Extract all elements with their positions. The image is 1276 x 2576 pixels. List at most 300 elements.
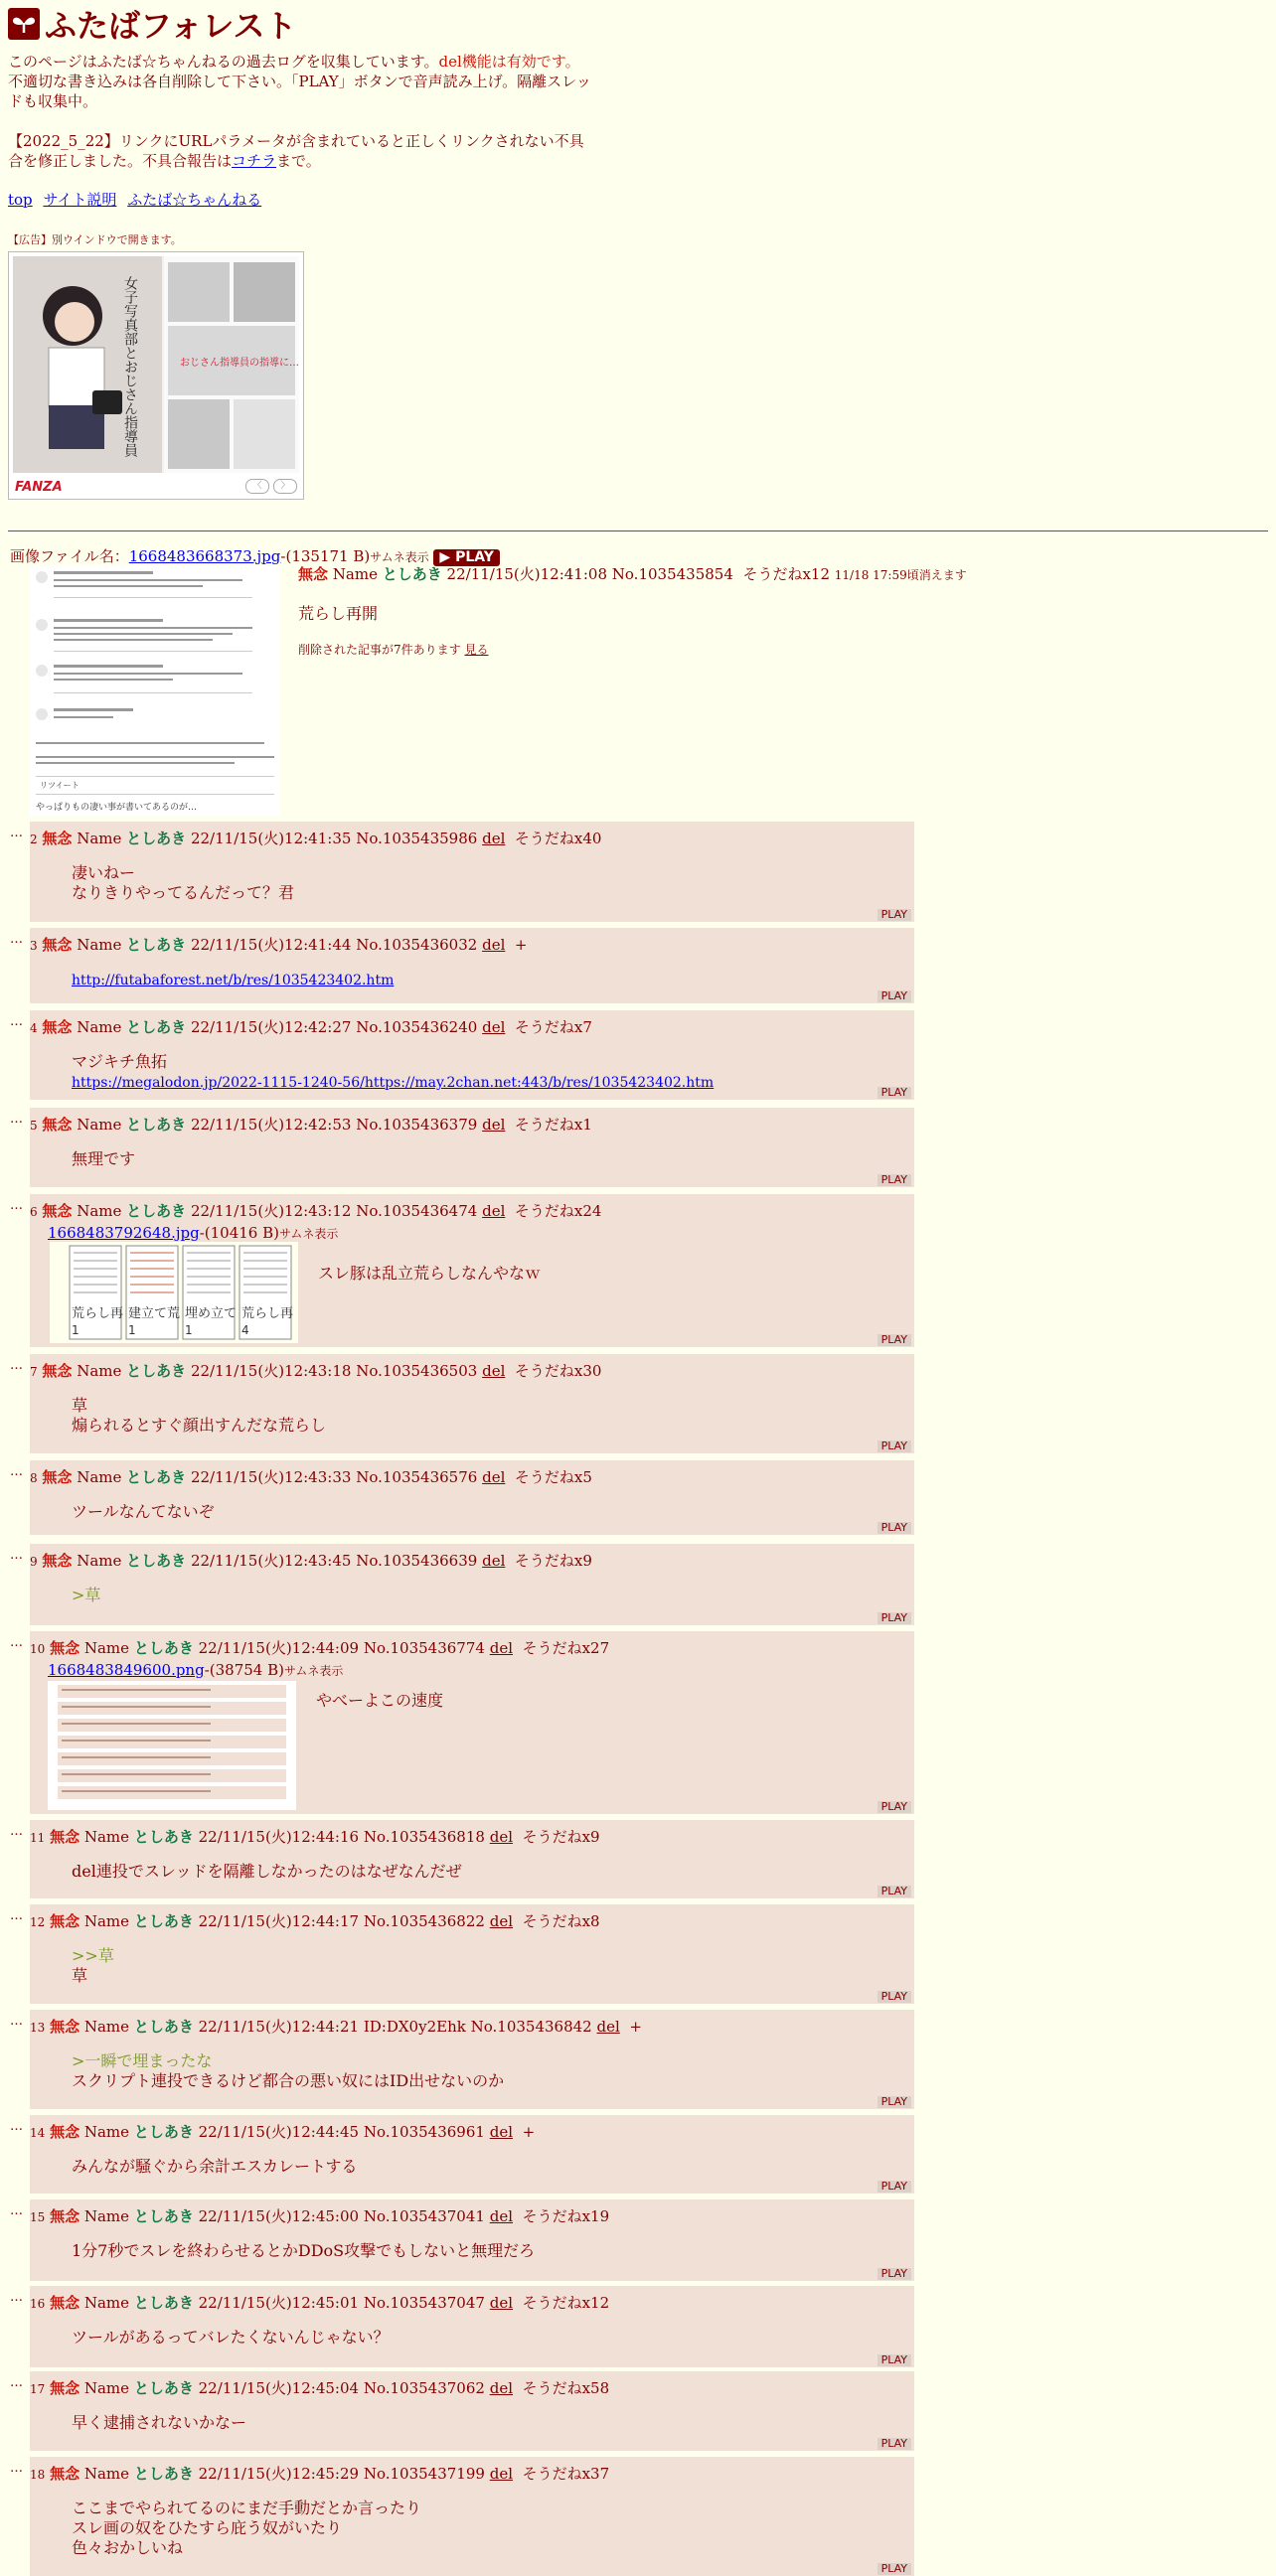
ad-image[interactable] [13, 256, 299, 473]
reply-body [72, 1862, 462, 1882]
site-title [8, 6, 594, 45]
reply-sodane[interactable]: そうだねx27 [522, 1639, 610, 1657]
reply-play-button[interactable]: PLAY [877, 1174, 911, 1186]
nav-top-link[interactable]: top [8, 191, 33, 209]
reply-dots: … [10, 2375, 23, 2390]
op-thumb-toggle[interactable]: サムネ表示 [370, 550, 429, 564]
reply-post [30, 2286, 914, 2367]
reply-sodane[interactable]: そうだねx58 [522, 2379, 610, 2397]
ad-nav [245, 479, 297, 494]
reply-line: ツールがあるってバレたくないんじゃない？ [72, 2328, 390, 2347]
mini-thread-title: 建立て荒 [128, 1306, 181, 1321]
reply-number: No.1035436961 [363, 2123, 485, 2141]
reply-play-button[interactable]: PLAY [877, 2438, 911, 2450]
reply-number: No.1035437199 [363, 2465, 485, 2483]
reply-name: としあき [126, 1468, 187, 1486]
reply-header [30, 2205, 609, 2226]
reply-sodane[interactable]: そうだねx7 [514, 1018, 592, 1036]
reply-subject: 無念 [50, 2379, 80, 2397]
reply-sodane[interactable]: そうだねx9 [522, 1828, 600, 1846]
reply-datetime: 22/11/15(火)12:44:16 [198, 1828, 360, 1846]
reply-line: みんなが騒ぐから余計エスカレートする [72, 2157, 358, 2176]
reply-name: としあき [126, 1018, 187, 1036]
reply-body [72, 2051, 504, 2091]
reply-file-link[interactable]: 1668483849600.png [48, 1661, 205, 1679]
mini-thread-title: 荒らし再 [241, 1306, 294, 1321]
reply-play-button[interactable]: PLAY [877, 1440, 911, 1452]
mini-thread-title: 埋め立て [185, 1306, 238, 1321]
reply-name-label: Name [83, 2018, 130, 2036]
reply-url-link[interactable]: http://futabaforest.net/b/res/1035423402.htm [72, 973, 395, 988]
reply-name-label: Name [77, 1468, 122, 1486]
op-deleted-notice: 削除された記事が7件あります 見る [298, 643, 489, 657]
reply-name-label: Name [83, 2123, 130, 2141]
reply-name: としあき [126, 830, 187, 847]
reply-file-size: -(10416 B) [199, 1224, 279, 1242]
reply-dots: … [10, 2203, 23, 2218]
reply-datetime: 22/11/15(火)12:43:18 [190, 1362, 352, 1380]
reply-line: ツールなんてないぞ [72, 1502, 215, 1521]
reply-sodane[interactable]: + [514, 936, 528, 954]
reply-number: No.1035437047 [363, 2294, 485, 2312]
reply-play-button[interactable]: PLAY [877, 1801, 911, 1813]
reply-index: 10 [30, 1642, 46, 1656]
reply-index: 8 [30, 1471, 38, 1485]
reply-header [30, 934, 528, 955]
reply-number: No.1035437041 [363, 2207, 485, 2225]
reply-header [30, 2463, 609, 2484]
reply-header [30, 1200, 601, 1221]
reply-del-link[interactable]: del [596, 2018, 620, 2036]
reply-line: 草 [72, 1966, 88, 1985]
reply-play-button[interactable]: PLAY [877, 909, 911, 921]
reply-sodane[interactable]: そうだねx37 [522, 2465, 610, 2483]
reply-index: 2 [30, 833, 38, 846]
op-number: No.1035435854 [611, 565, 733, 583]
reply-post [30, 1460, 914, 1535]
reply-play-button[interactable]: PLAY [877, 2354, 911, 2366]
reply-subject: 無念 [42, 1552, 73, 1570]
reply-body [72, 2413, 246, 2433]
reply-thumb-toggle[interactable]: サムネ表示 [283, 1664, 344, 1678]
reply-play-button[interactable]: PLAY [877, 1522, 911, 1534]
reply-play-button[interactable]: PLAY [877, 1886, 911, 1897]
reply-name: としあき [126, 1116, 187, 1134]
reply-index: 15 [30, 2210, 46, 2224]
reply-play-button[interactable]: PLAY [877, 990, 911, 1002]
reply-dots: … [10, 932, 23, 947]
reply-del-link[interactable]: del [482, 1362, 506, 1380]
reply-del-link[interactable]: del [482, 1202, 506, 1220]
ad-next-button[interactable]: 〉 [273, 479, 297, 494]
reply-datetime: 22/11/15(火)12:42:27 [190, 1018, 352, 1036]
reply-index: 17 [30, 2382, 46, 2396]
reply-number: No.1035437062 [363, 2379, 485, 2397]
reply-post [30, 1354, 914, 1453]
reply-play-button[interactable]: PLAY [877, 1991, 911, 2003]
reply-dots: … [10, 1908, 23, 1923]
reply-body [72, 1946, 114, 1986]
reply-body [72, 970, 394, 990]
reply-header [30, 1114, 592, 1135]
reply-sodane[interactable]: そうだねx8 [522, 1912, 600, 1930]
reply-dots: … [10, 1358, 23, 1373]
reply-dots: … [10, 1635, 23, 1650]
reply-header [30, 1637, 609, 1658]
reply-name-label: Name [77, 1202, 122, 1220]
ad-banner[interactable] [8, 251, 304, 500]
reply-thumb-toggle[interactable]: サムネ表示 [278, 1227, 339, 1241]
reply-datetime: 22/11/15(火)12:43:45 [190, 1552, 352, 1570]
reply-number: No.1035436818 [363, 1828, 485, 1846]
reply-name-label: Name [83, 1828, 130, 1846]
reply-subject: 無念 [42, 1018, 73, 1036]
mini-thread-card [183, 1246, 237, 1339]
reply-body [72, 1502, 215, 1522]
op-post [10, 545, 1103, 813]
reply-sodane[interactable]: + [629, 2018, 642, 2036]
op-file-link[interactable]: 1668483668373.jpg [128, 547, 281, 565]
op-thumb-retweet: リツイート [40, 781, 80, 790]
reply-number: No.1035436032 [356, 936, 478, 954]
mini-thread-count: 1 [185, 1323, 193, 1337]
reply-line: ここまでやられてるのにまだ手動だとか言ったり [72, 2499, 422, 2517]
mini-thread-card [70, 1246, 123, 1339]
reply-sodane[interactable]: そうだねx24 [514, 1202, 602, 1220]
reply-header [30, 2292, 609, 2313]
reply-index: 3 [30, 939, 38, 953]
ad-title-text: 女子写真部とおじさん指導員 [122, 276, 138, 457]
reply-name: としあき [126, 1202, 187, 1220]
reply-datetime: 22/11/15(火)12:44:45 [198, 2123, 360, 2141]
reply-header [30, 1466, 592, 1487]
reply-dots: … [10, 2290, 23, 2305]
reply-line: 煽られるとすぐ顔出すんだな荒らし [72, 1416, 327, 1435]
fanza-logo: FANZA [15, 480, 63, 495]
reply-dots: … [10, 1824, 23, 1839]
reply-play-button[interactable]: PLAY [877, 2181, 911, 2193]
reply-name-label: Name [83, 1912, 130, 1930]
reply-index: 13 [30, 2021, 46, 2035]
reply-number: No.1035436822 [363, 1912, 485, 1930]
reply-sodane[interactable]: + [522, 2123, 536, 2141]
reply-body [72, 2157, 358, 2177]
reply-line: スクリプト連投できるけど都合の悪い奴にはID出せないのか [72, 2071, 505, 2090]
reply-name: としあき [133, 2123, 194, 2141]
reply-name: としあき [133, 2465, 194, 2483]
op-name: としあき [382, 565, 442, 583]
mini-thread-count: 4 [241, 1323, 249, 1337]
reply-line: 早く逮捕されないかなー [72, 2413, 247, 2432]
reply-body [318, 1264, 541, 1284]
reply-line: マジキチ魚拓 [72, 1052, 168, 1071]
mini-thread-card [126, 1246, 180, 1339]
reply-header [30, 2377, 609, 2398]
reply-datetime: 22/11/15(火)12:45:00 [198, 2207, 360, 2225]
op-play-button[interactable]: ▶ PLAY [433, 549, 499, 566]
reply-dots: … [10, 826, 23, 840]
reply-name: としあき [133, 2294, 194, 2312]
mini-thread-card [239, 1246, 293, 1339]
reply-index: 4 [30, 1021, 38, 1035]
divider [8, 530, 1268, 531]
reply-del-link[interactable]: del [489, 1912, 514, 1930]
reply-subject: 無念 [42, 936, 73, 954]
reply-dots: … [10, 1014, 23, 1029]
reply-del-link[interactable]: del [489, 2207, 514, 2225]
reply-datetime: 22/11/15(火)12:45:04 [198, 2379, 360, 2397]
reply-datetime: 22/11/15(火)12:42:53 [190, 1116, 352, 1134]
reply-body [72, 1052, 714, 1093]
reply-url-link[interactable]: https://megalodon.jp/2022-1115-1240-56/https://may.2chan.net:443/b/res/1035423402.htm [72, 1075, 715, 1091]
reply-subject: 無念 [42, 1116, 73, 1134]
reply-name-label: Name [83, 2294, 130, 2312]
reply-post [30, 1820, 914, 1898]
reply-post [30, 1544, 914, 1625]
reply-name-label: Name [77, 830, 122, 847]
reply-play-button[interactable]: PLAY [877, 1087, 911, 1099]
reply-body [316, 1691, 443, 1711]
reply-dots: … [10, 1464, 23, 1479]
reply-subject: 無念 [50, 2018, 80, 2036]
reply-line: スレ画の奴をひたすら庇う奴がいたり [72, 2518, 343, 2537]
reply-del-link[interactable]: del [482, 1018, 506, 1036]
reply-quote: >>草 [72, 1946, 114, 1965]
reply-subject: 無念 [50, 2294, 80, 2312]
reply-header [30, 1016, 592, 1037]
reply-line: なりきりやってるんだって？君 [72, 883, 295, 902]
reply-sodane[interactable]: そうだねx30 [514, 1362, 602, 1380]
reply-number: No.1035436774 [363, 1639, 485, 1657]
reply-name-label: Name [77, 1116, 122, 1134]
reply-file-size: -(38754 B) [204, 1661, 284, 1679]
reply-post [30, 1904, 914, 2004]
reply-index: 6 [30, 1205, 38, 1219]
reply-sodane[interactable]: そうだねx40 [514, 830, 602, 847]
reply-dots: … [10, 2119, 23, 2134]
reply-del-link[interactable]: del [482, 830, 506, 847]
reply-header [30, 1910, 600, 1931]
reply-post [30, 928, 914, 1003]
mini-thread-count: 1 [72, 1323, 80, 1337]
reply-index: 12 [30, 1915, 46, 1929]
reply-datetime: 22/11/15(火)12:44:21 [198, 2018, 360, 2036]
reply-del-link[interactable]: del [489, 2465, 514, 2483]
reply-datetime: 22/11/15(火)12:43:33 [190, 1468, 352, 1486]
reply-subject: 無念 [50, 2123, 80, 2141]
reply-name-label: Name [83, 2379, 130, 2397]
mini-thread-title: 荒らし再 [72, 1306, 124, 1321]
reply-play-button[interactable]: PLAY [877, 2563, 911, 2575]
reply-body [72, 1586, 100, 1605]
reply-play-button[interactable]: PLAY [877, 1612, 911, 1624]
reply-index: 5 [30, 1119, 38, 1133]
op-sodane[interactable]: そうだねx12 [742, 565, 830, 583]
site-header [8, 6, 594, 500]
reply-del-link[interactable]: del [489, 2294, 514, 2312]
reply-datetime: 22/11/15(火)12:41:35 [190, 830, 352, 847]
reply-name-label: Name [77, 1018, 122, 1036]
op-datetime: 22/11/15(火)12:41:08 [446, 565, 607, 583]
reply-index: 16 [30, 2297, 46, 2311]
reply-play-button[interactable]: PLAY [877, 2096, 911, 2108]
reply-body [72, 1396, 326, 1436]
intro-text: このページはふたば☆ちゃんねるの過去ログを収集しています。del機能は有効です。不適切な書き込みは各自削除して下さい。「PLAY」ボタンで音声読み上げ。隔離スレッドも収集中。 [8, 53, 591, 110]
reply-post [30, 2371, 914, 2451]
reply-line: del連投でスレッドを隔離しなかったのはなぜなんだぜ [72, 1862, 462, 1881]
reply-sodane[interactable]: そうだねx9 [514, 1552, 592, 1570]
del-notice: del機能は有効です。 [438, 53, 580, 71]
sprout-logo-icon [8, 8, 40, 40]
reply-subject: 無念 [50, 1639, 80, 1657]
nav-about-link[interactable]: サイト説明 [43, 191, 117, 209]
op-thumb-caption: やっぱりもの凄い事が書いてあるのが… [36, 803, 198, 813]
reply-del-link[interactable]: del [482, 1468, 506, 1486]
reply-post [30, 1010, 914, 1100]
reply-post [30, 2115, 914, 2194]
reply-post [30, 2010, 914, 2109]
reply-sodane[interactable]: そうだねx12 [522, 2294, 610, 2312]
reply-header [30, 2016, 642, 2037]
reply-dots: … [10, 2461, 23, 2476]
reply-subject: 無念 [50, 2207, 80, 2225]
reply-header [30, 1550, 592, 1571]
ad-prev-button[interactable]: 〈 [245, 479, 269, 494]
site-title-text: ふたばフォレスト [45, 7, 297, 45]
reply-subject: 無念 [50, 1912, 80, 1930]
reply-body [72, 2328, 390, 2348]
reply-post [30, 1194, 914, 1347]
reply-name: としあき [133, 1828, 194, 1846]
reply-dots: … [10, 1112, 23, 1127]
op-file-line: 画像ファイル名：1668483668373.jpg-(135171 B)サムネ表示 ▶ PLAY [10, 545, 1103, 566]
reply-index: 7 [30, 1365, 38, 1379]
reply-header [30, 1826, 600, 1847]
reply-index: 14 [30, 2126, 46, 2140]
op-subject: 無念 [298, 565, 329, 583]
reply-body [72, 863, 294, 903]
reply-number: No.1035435986 [356, 830, 478, 847]
reply-subject: 無念 [50, 1828, 80, 1846]
reply-del-link[interactable]: del [482, 1552, 506, 1570]
reply-dots: … [10, 1198, 23, 1213]
reply-dots: … [10, 1548, 23, 1563]
nav-links [8, 189, 594, 210]
reply-number: No.1035436379 [356, 1116, 478, 1134]
reply-number: No.1035436240 [356, 1018, 478, 1036]
reply-dots: … [10, 2014, 23, 2029]
op-show-deleted-link[interactable]: 見る [464, 643, 489, 657]
reply-datetime: 22/11/15(火)12:41:44 [190, 936, 352, 954]
reply-del-link[interactable]: del [489, 1639, 514, 1657]
op-body: 荒らし再開 [298, 604, 379, 623]
ad-sub-text: おじさん指導員の指導に… [180, 358, 299, 369]
op-header: 無念 Name としあき 22/11/15(火)12:41:08 No.1035435854 そうだねx12 11/18 17:59頃消えます [298, 565, 967, 583]
reply-id: ID:DX0y2Ehk [363, 2018, 466, 2036]
reply-subject: 無念 [50, 2465, 80, 2483]
reply-post [30, 2457, 914, 2576]
reply-post [30, 822, 914, 922]
reply-sodane[interactable]: そうだねx5 [514, 1468, 592, 1486]
reply-post [30, 2199, 914, 2281]
reply-del-link[interactable]: del [489, 2123, 514, 2141]
reply-name: としあき [133, 2018, 194, 2036]
reply-play-button[interactable]: PLAY [877, 2268, 911, 2280]
reply-del-link[interactable]: del [489, 2379, 514, 2397]
ad-label: 【広告】別ウインドウで開きます。 [8, 233, 182, 246]
reply-name: としあき [126, 1362, 187, 1380]
reply-subject: 無念 [42, 830, 73, 847]
reply-name-label: Name [83, 1639, 130, 1657]
reply-number: No.1035436842 [470, 2018, 592, 2036]
reply-header [30, 2121, 535, 2142]
reply-number: No.1035436503 [356, 1362, 478, 1380]
reply-datetime: 22/11/15(火)12:44:09 [198, 1639, 360, 1657]
reply-line: やべーよこの速度 [316, 1691, 444, 1710]
reply-name: としあき [126, 1552, 187, 1570]
reply-file-line [48, 1661, 343, 1679]
reply-line: 1分7秒でスレを終わらせるとかDDoS攻撃でもしないと無理だろ [72, 2241, 536, 2260]
reply-thumbnail[interactable] [50, 1242, 298, 1343]
reply-number: No.1035436576 [356, 1468, 478, 1486]
reply-quote: >一瞬で埋まったな [72, 2051, 213, 2070]
reply-index: 18 [30, 2468, 46, 2482]
reply-line: 草 [72, 1396, 88, 1415]
reply-sodane[interactable]: そうだねx1 [514, 1116, 592, 1134]
reply-body [72, 1149, 135, 1169]
op-thumbnail[interactable] [30, 565, 280, 816]
update-notice: 【2022_5_22】リンクにURLパラメータが含まれていると正しくリンクされない不具合を修正しました。不具合報告はコチラまで。 [8, 132, 584, 170]
reply-post [30, 1108, 914, 1187]
report-link[interactable]: コチラ [232, 152, 277, 170]
reply-name: としあき [133, 1639, 194, 1657]
reply-datetime: 22/11/15(火)12:44:17 [198, 1912, 360, 1930]
reply-number: No.1035436474 [356, 1202, 478, 1220]
reply-header [30, 828, 601, 848]
reply-name-label: Name [77, 1362, 122, 1380]
reply-name: としあき [133, 2379, 194, 2397]
reply-subject: 無念 [42, 1202, 73, 1220]
reply-name-label: Name [77, 1552, 122, 1570]
reply-name: としあき [133, 1912, 194, 1930]
reply-name: としあき [126, 936, 187, 954]
reply-del-link[interactable]: del [489, 1828, 514, 1846]
reply-line: 色々おかしいね [72, 2538, 184, 2557]
reply-subject: 無念 [42, 1468, 73, 1486]
reply-post [30, 1631, 914, 1814]
reply-play-button[interactable]: PLAY [877, 1334, 911, 1346]
reply-index: 11 [30, 1831, 46, 1845]
reply-line: 無理です [72, 1149, 136, 1168]
reply-del-link[interactable]: del [482, 1116, 506, 1134]
reply-name-label: Name [83, 2207, 130, 2225]
reply-file-link[interactable]: 1668483792648.jpg [48, 1224, 200, 1242]
mini-thread-count: 1 [128, 1323, 136, 1337]
reply-number: No.1035436639 [356, 1552, 478, 1570]
reply-thumbnail[interactable] [48, 1681, 296, 1810]
reply-index: 9 [30, 1555, 38, 1569]
reply-quote: >草 [72, 1586, 101, 1604]
reply-line: スレ豚は乱立荒らしなんやなｗ [318, 1264, 542, 1283]
op-expire: 11/18 17:59頃消えます [834, 568, 967, 582]
reply-line: 凄いねー [72, 863, 136, 882]
reply-file-line [48, 1224, 338, 1242]
reply-body [72, 2499, 421, 2558]
reply-datetime: 22/11/15(火)12:45:01 [198, 2294, 360, 2312]
nav-futaba-link[interactable]: ふたば☆ちゃんねる [127, 191, 262, 209]
reply-del-link[interactable]: del [482, 936, 506, 954]
reply-sodane[interactable]: そうだねx19 [522, 2207, 610, 2225]
